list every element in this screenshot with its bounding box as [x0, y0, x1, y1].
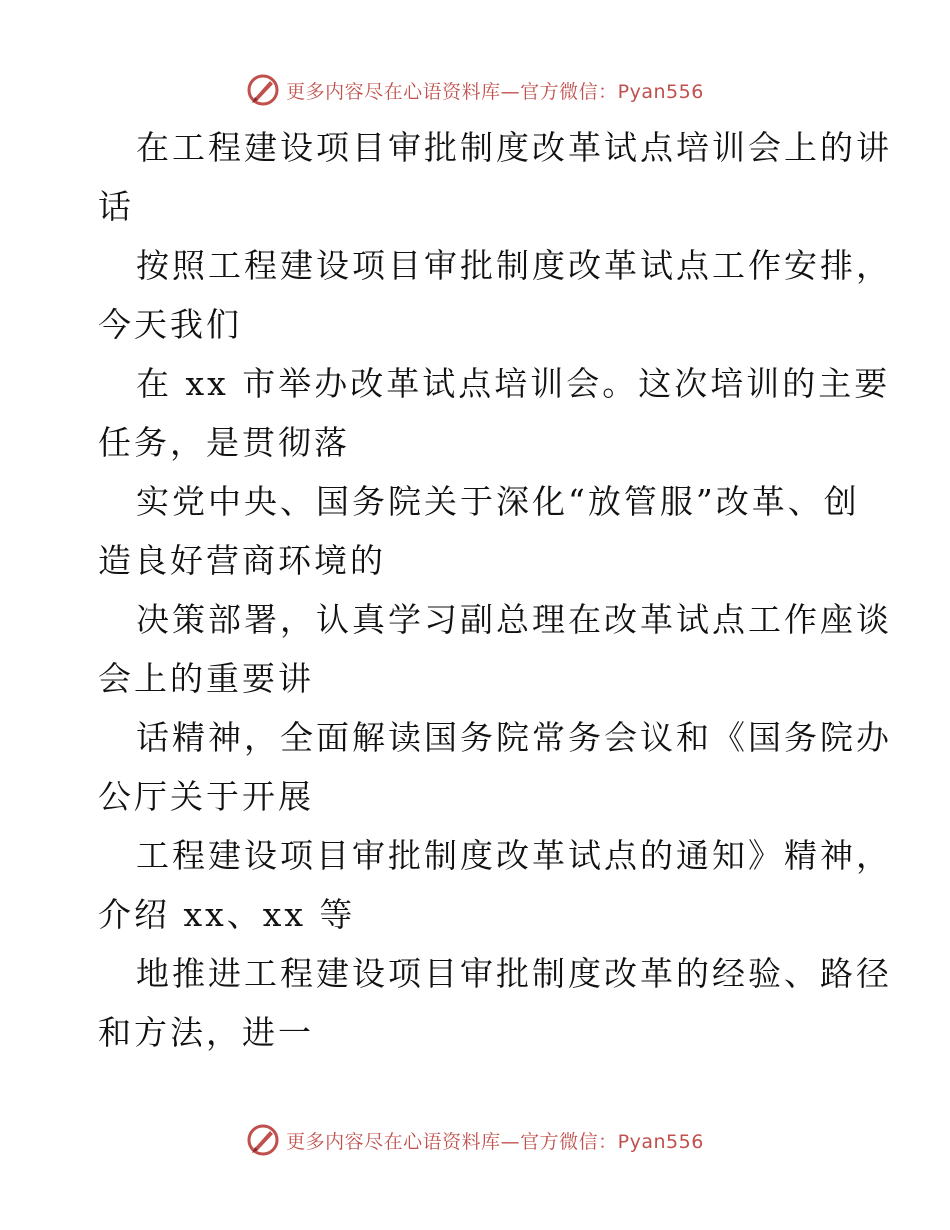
paragraph-7 — [98, 826, 892, 944]
text-line: 公厅关于开展 — [98, 777, 314, 816]
text-line: 话 — [98, 187, 134, 226]
text-line: 地推进工程建设项目审批制度改革的经验、路径 — [136, 954, 892, 993]
paragraph-8 — [98, 944, 892, 1062]
text-line: 今天我们 — [98, 305, 242, 344]
text-line: 造良好营商环境的 — [98, 541, 386, 580]
text-line: 介绍 xx、xx 等 — [98, 895, 356, 934]
header-watermark — [0, 70, 950, 110]
paragraph-5 — [98, 590, 892, 708]
document-body — [98, 118, 892, 1062]
watermark-text: 更多内容尽在心语资料库—官方微信：Pyan556 — [286, 1130, 704, 1153]
paragraph-3 — [98, 354, 891, 472]
text-line: 会上的重要讲 — [98, 659, 314, 698]
text-line: 按照工程建设项目审批制度改革试点工作安排， — [136, 246, 892, 285]
watermark-text: 更多内容尽在心语资料库—官方微信：Pyan556 — [286, 80, 704, 103]
text-line: 工程建设项目审批制度改革试点的通知》精神， — [136, 836, 892, 875]
footer-watermark — [0, 1120, 950, 1160]
text-line: 实党中央、国务院关于深化“放管服”改革、创 — [136, 482, 860, 521]
text-line: 和方法，进一 — [98, 1013, 314, 1052]
pen-logo-icon — [246, 73, 280, 107]
text-line: 话精神，全面解读国务院常务会议和《国务院办 — [136, 718, 892, 757]
paragraph-1 — [98, 118, 892, 236]
text-line: 决策部署，认真学习副总理在改革试点工作座谈 — [136, 600, 892, 639]
paragraph-2 — [98, 236, 892, 354]
paragraph-6 — [98, 708, 892, 826]
pen-logo-icon — [246, 1123, 280, 1157]
paragraph-4 — [98, 472, 858, 590]
text-line: 在工程建设项目审批制度改革试点培训会上的讲 — [136, 128, 892, 167]
text-line: 在 xx 市举办改革试点培训会。这次培训的主要 — [136, 364, 891, 403]
text-line: 任务，是贯彻落 — [98, 423, 350, 462]
